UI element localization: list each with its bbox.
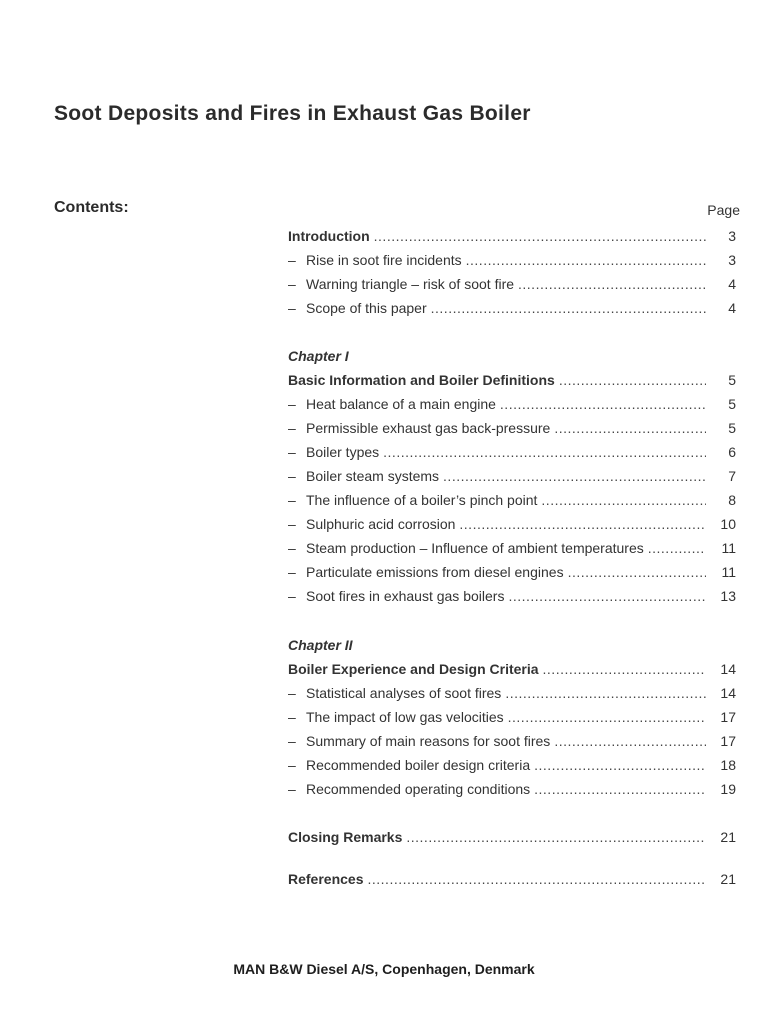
toc-entry-text: Permissible exhaust gas back-pressure	[306, 420, 551, 436]
toc-subentry[interactable]	[288, 707, 736, 727]
toc-page-number: 5	[728, 396, 736, 412]
toc-entry-text: Introduction	[288, 228, 370, 244]
toc-entry-text: Warning triangle – risk of soot fire	[306, 276, 515, 292]
toc-page-number: 17	[720, 709, 736, 725]
chapter-1-label: Chapter I	[288, 348, 349, 364]
toc-entry-chapter-1[interactable]	[288, 370, 736, 390]
toc-entry-text: Steam production – Influence of ambient temperatures	[306, 540, 644, 556]
toc-entry-text: Summary of main reasons for soot fires	[306, 733, 551, 749]
toc-entry-closing-remarks[interactable]	[288, 827, 736, 847]
toc-entry-text: Heat balance of a main engine	[306, 396, 496, 412]
toc-page-number: 11	[721, 564, 736, 580]
dot-leader	[505, 683, 706, 703]
dot-leader	[466, 250, 706, 270]
toc-page-number: 19	[720, 781, 736, 797]
toc-page-number: 10	[720, 516, 736, 532]
dash-marker: –	[288, 468, 296, 484]
document-title: Soot Deposits and Fires in Exhaust Gas Boiler	[54, 102, 531, 125]
toc-page-number: 13	[720, 588, 736, 604]
dash-marker: –	[288, 516, 296, 532]
dash-marker: –	[288, 492, 296, 508]
toc-entry-text: Soot fires in exhaust gas boilers	[306, 588, 505, 604]
toc-entry-text: Particulate emissions from diesel engines	[306, 564, 564, 580]
toc-subentry[interactable]	[288, 731, 736, 751]
toc-subentry[interactable]	[288, 298, 736, 318]
dot-leader	[368, 869, 707, 889]
dash-marker: –	[288, 396, 296, 412]
dot-leader	[374, 226, 706, 246]
toc-subentry[interactable]	[288, 538, 736, 558]
toc-page-number: 18	[720, 757, 736, 773]
toc-entry-text: Recommended operating conditions	[306, 781, 531, 797]
toc-page-number: 11	[721, 540, 736, 556]
dash-marker: –	[288, 588, 296, 604]
toc-entry-text: Scope of this paper	[306, 300, 427, 316]
toc-subentry[interactable]	[288, 562, 736, 582]
toc-subentry[interactable]	[288, 466, 736, 486]
toc-entry-text: The impact of low gas velocities	[306, 709, 504, 725]
toc-page-number: 3	[728, 228, 736, 244]
toc-entry-introduction[interactable]	[288, 226, 736, 246]
toc-entry-text: Closing Remarks	[288, 829, 403, 845]
chapter-2-label: Chapter II	[288, 637, 353, 653]
toc-subentry[interactable]	[288, 418, 736, 438]
dash-marker: –	[288, 757, 296, 773]
toc-page-number: 14	[720, 661, 736, 677]
toc-subentry[interactable]	[288, 779, 736, 799]
dot-leader	[554, 418, 706, 438]
toc-subentry[interactable]	[288, 755, 736, 775]
page-column-heading: Page	[707, 202, 740, 218]
dot-leader	[648, 538, 706, 558]
dash-marker: –	[288, 685, 296, 701]
toc-entry-text: Boiler Experience and Design Criteria	[288, 661, 539, 677]
toc-page-number: 6	[728, 444, 736, 460]
toc-page-number: 3	[728, 252, 736, 268]
toc-entry-references[interactable]	[288, 869, 736, 889]
dot-leader	[406, 827, 706, 847]
dot-leader	[534, 755, 706, 775]
dash-marker: –	[288, 444, 296, 460]
toc-page-number: 5	[728, 372, 736, 388]
contents-heading: Contents:	[54, 199, 129, 216]
toc-subentry[interactable]	[288, 442, 736, 462]
toc-entry-text: Rise in soot fire incidents	[306, 252, 462, 268]
toc-entry-text: Boiler types	[306, 444, 380, 460]
toc-subentry[interactable]	[288, 394, 736, 414]
toc-entry-text: Sulphuric acid corrosion	[306, 516, 456, 532]
dash-marker: –	[288, 252, 296, 268]
dot-leader	[459, 514, 706, 534]
dash-marker: –	[288, 540, 296, 556]
dash-marker: –	[288, 276, 296, 292]
toc-entry-text: Recommended boiler design criteria	[306, 757, 531, 773]
dash-marker: –	[288, 300, 296, 316]
toc-entry-chapter-2[interactable]	[288, 659, 736, 679]
toc-entry-text: References	[288, 871, 364, 887]
dot-leader	[518, 274, 706, 294]
dot-leader	[508, 586, 706, 606]
toc-page-number: 4	[728, 300, 736, 316]
toc-page-number: 14	[720, 685, 736, 701]
toc-page-number: 7	[728, 468, 736, 484]
dot-leader	[500, 394, 706, 414]
toc-entry-text: The influence of a boiler’s pinch point	[306, 492, 538, 508]
dot-leader	[508, 707, 706, 727]
toc-entry-text: Statistical analyses of soot fires	[306, 685, 502, 701]
toc-page-number: 5	[728, 420, 736, 436]
dash-marker: –	[288, 733, 296, 749]
dash-marker: –	[288, 781, 296, 797]
toc-page-number: 4	[728, 276, 736, 292]
publisher-footer: MAN B&W Diesel A/S, Copenhagen, Denmark	[233, 961, 535, 977]
dot-leader	[541, 490, 706, 510]
toc-subentry[interactable]	[288, 490, 736, 510]
dot-leader	[534, 779, 706, 799]
toc-subentry[interactable]	[288, 683, 736, 703]
dash-marker: –	[288, 420, 296, 436]
toc-page-number: 8	[728, 492, 736, 508]
toc-page-number: 21	[720, 829, 736, 845]
dot-leader	[431, 298, 706, 318]
dash-marker: –	[288, 709, 296, 725]
dot-leader	[559, 370, 706, 390]
toc-subentry[interactable]	[288, 274, 736, 294]
dot-leader	[543, 659, 706, 679]
toc-page-number: 21	[720, 871, 736, 887]
dot-leader	[568, 562, 706, 582]
toc-entry-text: Basic Information and Boiler Definitions	[288, 372, 555, 388]
toc-subentry[interactable]	[288, 586, 736, 606]
toc-subentry[interactable]	[288, 514, 736, 534]
dot-leader	[443, 466, 706, 486]
dash-marker: –	[288, 564, 296, 580]
toc-subentry[interactable]	[288, 250, 736, 270]
toc-page-number: 17	[720, 733, 736, 749]
dot-leader	[383, 442, 706, 462]
toc-entry-text: Boiler steam systems	[306, 468, 440, 484]
dot-leader	[554, 731, 706, 751]
